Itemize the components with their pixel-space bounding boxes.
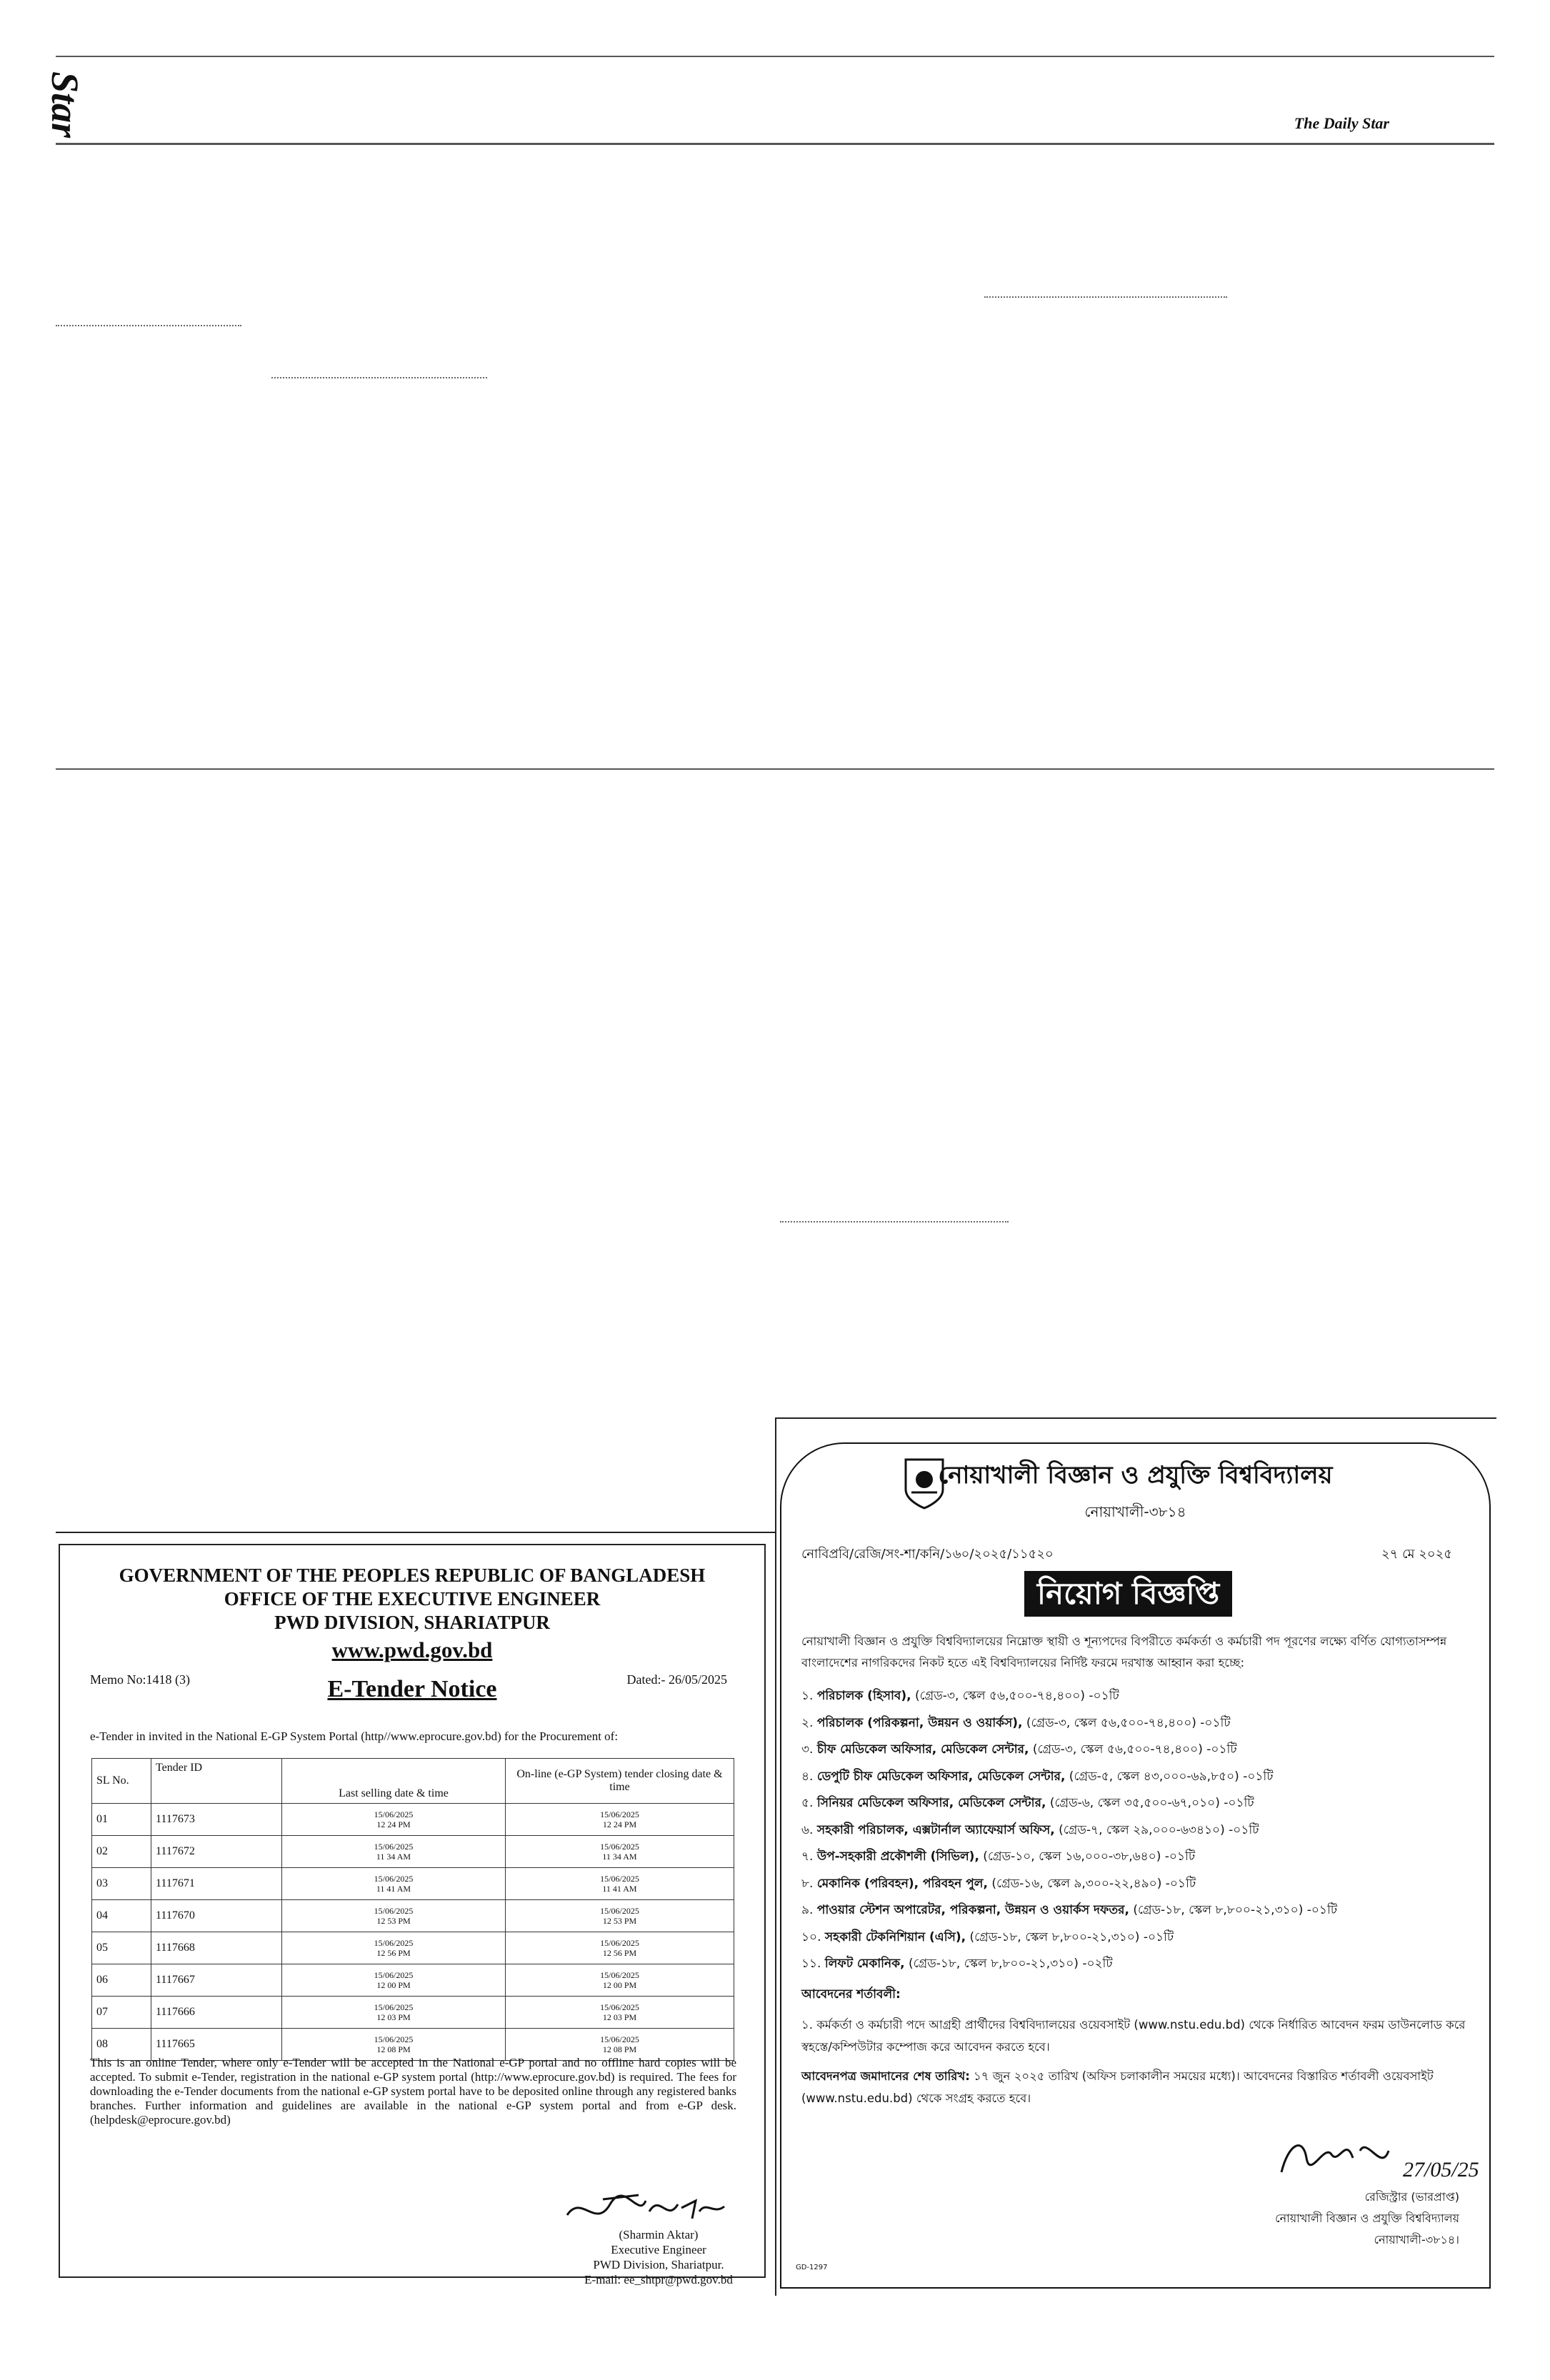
cell-last-selling bbox=[282, 1997, 506, 2029]
signatory-email: E-mail: ee_shtpr@pwd.gov.bd bbox=[584, 2273, 733, 2286]
cell-sl: 05 bbox=[92, 1932, 151, 1964]
deadline-label: আবেদনপত্র জমাদানের শেষ তারিখ: bbox=[801, 2069, 970, 2083]
memo-number: Memo No:1418 (3) bbox=[90, 1672, 190, 1687]
star-logo-text: Star bbox=[44, 71, 86, 139]
university-city: নোয়াখালী-৩৮১৪ bbox=[1084, 1503, 1186, 1520]
post-number: ৭. bbox=[801, 1849, 814, 1864]
table-row bbox=[92, 1804, 734, 1836]
cell-sl: 03 bbox=[92, 1868, 151, 1900]
close-time: 12 56 PM bbox=[602, 1948, 637, 1958]
close-time: 11 41 AM bbox=[602, 1884, 637, 1894]
cell-last-selling bbox=[282, 1964, 506, 1997]
post-detail: (গ্রেড-১৮, স্কেল ৮,৮০০-২১,৩১০) -০২টি bbox=[904, 1957, 1113, 1971]
cell-tender-id: 1117671 bbox=[151, 1868, 282, 1900]
sell-date: 15/06/2025 bbox=[374, 2034, 414, 2044]
cell-closing bbox=[506, 1900, 734, 1932]
table-row bbox=[92, 1932, 734, 1964]
post-title: চীফ মেডিকেল অফিসার, মেডিকেল সেন্টার, bbox=[816, 1742, 1029, 1757]
conditions-heading: আবেদনের শর্তাবলী: bbox=[801, 1987, 901, 2002]
sell-time: 11 41 AM bbox=[376, 1884, 411, 1894]
close-time: 12 08 PM bbox=[602, 2044, 637, 2054]
pwd-tender-ad bbox=[59, 1544, 766, 2286]
dotted-line bbox=[56, 325, 241, 326]
sell-date: 15/06/2025 bbox=[374, 2002, 414, 2012]
close-date: 15/06/2025 bbox=[600, 1906, 639, 1916]
post-detail: (গ্রেড-১০, স্কেল ১৬,০০০-৩৮,৬৪০) -০১টি bbox=[979, 1849, 1196, 1864]
sell-date: 15/06/2025 bbox=[374, 1938, 414, 1948]
post-number: ৯. bbox=[801, 1903, 814, 1917]
list-item bbox=[801, 1871, 1473, 1898]
cell-tender-id: 1117670 bbox=[151, 1900, 282, 1932]
registrar-org: নোয়াখালী বিজ্ঞান ও প্রযুক্তি বিশ্ববিদ্যালয় bbox=[1275, 2211, 1459, 2225]
post-detail: (গ্রেড-৩, স্কেল ৫৬,৫০০-৭৪,৪০০) -০১টি bbox=[1022, 1715, 1231, 1730]
post-title: ডেপুটি চীফ মেডিকেল অফিসার, মেডিকেল সেন্টার, bbox=[816, 1769, 1066, 1784]
post-number: ২. bbox=[801, 1715, 814, 1730]
cell-closing bbox=[506, 1997, 734, 2029]
sell-time: 12 56 PM bbox=[376, 1948, 411, 1958]
close-date: 15/06/2025 bbox=[600, 1809, 639, 1819]
table-row bbox=[92, 1900, 734, 1932]
close-time: 12 03 PM bbox=[602, 2012, 637, 2022]
pwd-website: www.pwd.gov.bd bbox=[331, 1637, 493, 1662]
university-header bbox=[781, 1457, 1489, 1525]
list-item bbox=[801, 1817, 1473, 1844]
list-item bbox=[801, 1924, 1473, 1952]
sell-time: 12 24 PM bbox=[376, 1819, 411, 1829]
cell-last-selling bbox=[282, 1836, 506, 1868]
post-number: ৫. bbox=[801, 1796, 814, 1810]
list-item bbox=[801, 1737, 1473, 1764]
office-heading: OFFICE OF THE EXECUTIVE ENGINEER bbox=[224, 1588, 601, 1610]
tender-table bbox=[91, 1758, 734, 2061]
close-time: 12 24 PM bbox=[602, 1819, 637, 1829]
close-date: 15/06/2025 bbox=[600, 1970, 639, 1980]
col-tender-id: Tender ID bbox=[151, 1759, 282, 1804]
dotted-line bbox=[984, 296, 1227, 298]
post-number: ১. bbox=[801, 1689, 814, 1703]
cell-sl: 07 bbox=[92, 1997, 151, 2029]
signature-date: 27/05/25 bbox=[1403, 2158, 1479, 2181]
post-detail: (গ্রেড-৬, স্কেল ৩৫,৫০০-৬৭,০১০) -০১টি bbox=[1046, 1796, 1254, 1810]
signatory-designation: Executive Engineer bbox=[611, 2243, 706, 2256]
post-title: উপ-সহকারী প্রকৌশলী (সিভিল), bbox=[816, 1849, 979, 1864]
post-title: সহকারী টেকনিশিয়ান (এসি), bbox=[824, 1929, 966, 1944]
cell-sl: 01 bbox=[92, 1804, 151, 1836]
list-item bbox=[801, 1790, 1473, 1817]
post-number: ৬. bbox=[801, 1822, 814, 1837]
post-list bbox=[801, 1683, 1473, 1978]
star-logo bbox=[43, 71, 87, 138]
list-item bbox=[801, 1710, 1473, 1737]
nstu-recruitment-ad bbox=[780, 1442, 1491, 2289]
university-name: নোয়াখালী বিজ্ঞান ও প্রযুক্তি বিশ্ববিদ্যালয় bbox=[938, 1461, 1333, 1490]
recruitment-title: নিয়োগ বিজ্ঞপ্তি bbox=[1024, 1571, 1232, 1617]
col-closing: On-line (e-GP System) tender closing date & time bbox=[506, 1759, 734, 1804]
cell-sl: 06 bbox=[92, 1964, 151, 1997]
close-date: 15/06/2025 bbox=[600, 2034, 639, 2044]
deadline bbox=[801, 2065, 1466, 2109]
registrar-block bbox=[1174, 2186, 1459, 2251]
notice-intro: e-Tender in invited in the National E-GP System Portal (http//www.eprocure.gov.bd) for the Procurement of: bbox=[90, 1729, 619, 1743]
post-number: ১০. bbox=[801, 1929, 821, 1944]
post-title: সহকারী পরিচালক, এক্সটার্নাল অ্যাফেয়ার্স অফিস, bbox=[816, 1822, 1055, 1837]
sell-time: 12 53 PM bbox=[376, 1916, 411, 1926]
top-rule bbox=[56, 56, 1494, 57]
post-title: সিনিয়র মেডিকেল অফিসার, মেডিকেল সেন্টার, bbox=[816, 1796, 1046, 1810]
close-date: 15/06/2025 bbox=[600, 1938, 639, 1948]
cell-tender-id: 1117672 bbox=[151, 1836, 282, 1868]
cell-tender-id: 1117666 bbox=[151, 1997, 282, 2029]
table-row bbox=[92, 1836, 734, 1868]
table-row bbox=[92, 1868, 734, 1900]
sell-date: 15/06/2025 bbox=[374, 1906, 414, 1916]
registrar-title: রেজিস্ট্রার (ভারপ্রাপ্ত) bbox=[1364, 2190, 1459, 2204]
post-title: লিফট মেকানিক, bbox=[824, 1957, 905, 1971]
post-detail: (গ্রেড-৩, স্কেল ৫৬,৫০০-৭৪,৪০০) -০১টি bbox=[1029, 1742, 1237, 1757]
signatory-name: (Sharmin Aktar) bbox=[619, 2228, 699, 2241]
cell-closing bbox=[506, 1932, 734, 1964]
tender-footer-text: This is an online Tender, where only e-Tender will be accepted in the National e-GP portal and no offline hard copies will be accepted. To submit e-Tender, registration in the national e-GP system portal (http://www.eprocure.gov.bd) is required. The fees for downloading the e-Tender documents from the national e-GP system portal have to be deposited online through any registered banks branches. Further information and guidelines are available in the national e-GP system portal and from e-GP desk. (helpdesk@eprocure.gov.bd) bbox=[90, 2056, 736, 2127]
table-row bbox=[92, 1997, 734, 2029]
gov-heading: GOVERNMENT OF THE PEOPLES REPUBLIC OF BANGLADESH bbox=[119, 1565, 706, 1586]
close-time: 12 53 PM bbox=[602, 1916, 637, 1926]
reference-number: নোবিপ্রবি/রেজি/সং-শা/কনি/১৬০/২০২৫/১১৫২০ bbox=[801, 1547, 1054, 1562]
cell-closing bbox=[506, 1804, 734, 1836]
sell-time: 12 00 PM bbox=[376, 1980, 411, 1990]
sell-time: 12 08 PM bbox=[376, 2044, 411, 2054]
notice-title: E-Tender Notice bbox=[327, 1676, 497, 1702]
sell-time: 12 03 PM bbox=[376, 2012, 411, 2022]
table-row bbox=[92, 1964, 734, 1997]
cell-sl: 02 bbox=[92, 1836, 151, 1868]
notice-date: Dated:- 26/05/2025 bbox=[626, 1672, 727, 1687]
daily-star-logo: The Daily Star bbox=[1294, 114, 1389, 132]
post-detail: (গ্রেড-১৬, স্কেল ৯,৩০০-২২,৪৯০) -০১টি bbox=[987, 1876, 1196, 1891]
dotted-line bbox=[780, 1221, 1009, 1222]
signatory-block bbox=[566, 2227, 751, 2287]
list-item bbox=[801, 1844, 1473, 1871]
col-last-selling: Last selling date & time bbox=[282, 1759, 506, 1804]
cell-last-selling bbox=[282, 1932, 506, 1964]
table-header-row bbox=[92, 1759, 734, 1804]
post-number: ৩. bbox=[801, 1742, 814, 1757]
signatory-office: PWD Division, Shariatpur. bbox=[593, 2258, 724, 2271]
close-date: 15/06/2025 bbox=[600, 1842, 639, 1852]
cell-sl: 08 bbox=[92, 2029, 151, 2061]
list-item bbox=[801, 1951, 1473, 1978]
cell-last-selling bbox=[282, 1868, 506, 1900]
post-title: মেকানিক (পরিবহন), পরিবহন পুল, bbox=[816, 1876, 988, 1891]
close-date: 15/06/2025 bbox=[600, 2002, 639, 2012]
post-title: পাওয়ার স্টেশন অপারেটর, পরিকল্পনা, উন্নয়ন ও ওয়ার্কস দফতর, bbox=[816, 1903, 1129, 1917]
sell-date: 15/06/2025 bbox=[374, 1809, 414, 1819]
deadline-text: ১৭ জুন ২০২৫ তারিখ (অফিস চলাকালীন সময়ের মধ্যে)। আবেদনের বিস্তারিত শর্তাবলী ওয়েবসাইট (www.nstu.edu.bd) থেকে সংগ্রহ করতে হবে। bbox=[801, 2069, 1434, 2105]
cell-last-selling bbox=[282, 1900, 506, 1932]
close-date: 15/06/2025 bbox=[600, 1874, 639, 1884]
cell-last-selling bbox=[282, 1804, 506, 1836]
cell-tender-id: 1117667 bbox=[151, 1964, 282, 1997]
sell-date: 15/06/2025 bbox=[374, 1970, 414, 1980]
post-detail: (গ্রেড-১৮, স্কেল ৮,৮০০-২১,৩১০) -০১টি bbox=[966, 1929, 1174, 1944]
post-detail: (গ্রেড-৩, স্কেল ৫৬,৫০০-৭৪,৪০০) -০১টি bbox=[911, 1689, 1119, 1703]
gd-code: GD-1297 bbox=[796, 2264, 828, 2271]
col-sl: SL No. bbox=[92, 1759, 151, 1804]
cell-closing bbox=[506, 1964, 734, 1997]
sell-date: 15/06/2025 bbox=[374, 1874, 414, 1884]
recruitment-intro: নোয়াখালী বিজ্ঞান ও প্রযুক্তি বিশ্ববিদ্যালয়ের নিম্নোক্ত স্থায়ী ও শূন্যপদের বিপরীতে কর্মকর্তা ও কর্মচারী পদ পূরণের লক্ষ্যে বর্ণিত যোগ্যতাসম্পন্ন বাংলাদেশের নাগরিকদের নিকট হতে এই বিশ্ববিদ্যালয়ের নির্দিষ্ট ফরমে দরখাস্ত আহ্বান করা হচ্ছে: bbox=[801, 1635, 1447, 1669]
cell-sl: 04 bbox=[92, 1900, 151, 1932]
cell-tender-id: 1117665 bbox=[151, 2029, 282, 2061]
post-number: ৮. bbox=[801, 1876, 814, 1891]
post-number: ৪. bbox=[801, 1769, 814, 1784]
cell-closing bbox=[506, 1836, 734, 1868]
cell-tender-id: 1117668 bbox=[151, 1932, 282, 1964]
post-number: ১১. bbox=[801, 1957, 821, 1971]
close-time: 11 34 AM bbox=[602, 1852, 637, 1862]
sell-time: 11 34 AM bbox=[376, 1852, 411, 1862]
notice-date: ২৭ মে ২০২৫ bbox=[1381, 1547, 1452, 1562]
list-item bbox=[801, 1764, 1473, 1791]
sell-date: 15/06/2025 bbox=[374, 1842, 414, 1852]
post-detail: (গ্রেড-১৮, স্কেল ৮,৮০০-২১,৩১০) -০১টি bbox=[1129, 1903, 1338, 1917]
condition-1: ১. কর্মকর্তা ও কর্মচারী পদে আগ্রহী প্রার্থীদের বিশ্ববিদ্যালয়ের ওয়েবসাইট (www.nstu.edu.bd) থেকে নির্ধারিত আবেদন ফরম ডাউনলোড করে স্বহস্তে/কম্পিউটার কম্পোজ করে আবেদন করতে হবে। bbox=[801, 2018, 1466, 2054]
cell-tender-id: 1117673 bbox=[151, 1804, 282, 1836]
list-item bbox=[801, 1683, 1473, 1710]
list-item bbox=[801, 1897, 1473, 1924]
close-time: 12 00 PM bbox=[602, 1980, 637, 1990]
division-heading: PWD DIVISION, SHARIATPUR bbox=[274, 1612, 550, 1633]
cell-closing bbox=[506, 1868, 734, 1900]
post-title: পরিচালক (পরিকল্পনা, উন্নয়ন ও ওয়ার্কস), bbox=[816, 1715, 1023, 1730]
post-title: পরিচালক (হিসাব), bbox=[816, 1689, 911, 1703]
masthead-rule bbox=[56, 143, 1494, 145]
section-rule bbox=[56, 768, 1494, 770]
post-detail: (গ্রেড-৭, স্কেল ২৯,০০০-৬৩৪১০) -০১টি bbox=[1054, 1822, 1259, 1837]
ad-column-rule bbox=[56, 1532, 776, 1533]
post-detail: (গ্রেড-৫, স্কেল ৪৩,০০০-৬৯,৮৫০) -০১টি bbox=[1065, 1769, 1274, 1784]
dotted-line bbox=[271, 377, 487, 378]
registrar-city: নোয়াখালী-৩৮১৪। bbox=[1374, 2233, 1459, 2246]
